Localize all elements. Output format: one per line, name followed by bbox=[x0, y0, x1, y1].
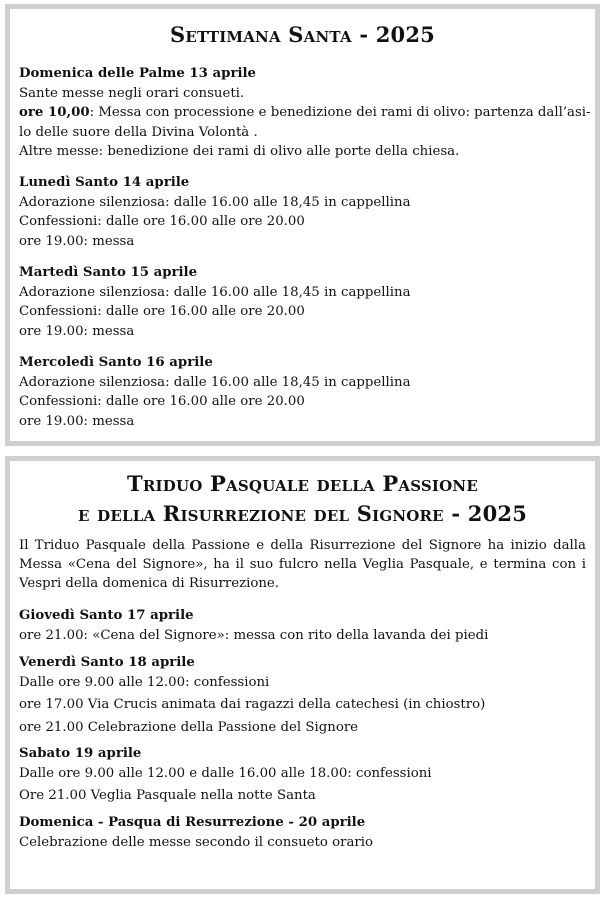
section-easter-sunday bbox=[19, 813, 586, 852]
section-monday bbox=[19, 173, 586, 251]
section-line: Adorazione silenziosa: dalle 16.00 alle 18,45 in cappellina bbox=[19, 194, 411, 210]
section-line-bold: ore 10,00 bbox=[19, 105, 90, 120]
section-line: lo delle suore della Divina Volontà . bbox=[19, 124, 258, 140]
section-heading: Domenica delle Palme 13 aprile bbox=[19, 66, 257, 81]
triduum-intro bbox=[19, 536, 586, 593]
section-line: ore 19.00: messa bbox=[19, 233, 135, 249]
triduum-title-line1: Triduo Pasquale della Passione bbox=[127, 471, 478, 496]
section-friday bbox=[19, 653, 586, 737]
section-line: ore 21.00 Celebrazione della Passione del Signore bbox=[19, 719, 359, 735]
section-line: ore 17.00 Via Crucis animata dai ragazzi della catechesi (in chiostro) bbox=[19, 697, 486, 712]
section-wednesday bbox=[19, 353, 586, 431]
section-line: Ore 21.00 Veglia Pasquale nella notte Santa bbox=[19, 788, 316, 803]
easter-triduum-box bbox=[5, 456, 600, 894]
section-line: Confessioni: dalle ore 16.00 alle ore 20.00 bbox=[19, 394, 305, 409]
section-line: Sante messe negli orari consueti. bbox=[19, 85, 245, 101]
section-line: Celebrazione delle messe secondo il consueto orario bbox=[19, 834, 374, 850]
section-heading: Martedì Santo 15 aprile bbox=[19, 265, 198, 280]
section-heading: Domenica - Pasqua di Resurrezione - 20 aprile bbox=[19, 815, 366, 830]
section-tuesday bbox=[19, 263, 586, 341]
section-heading: Mercoledì Santo 16 aprile bbox=[19, 355, 213, 370]
section-heading: Venerdì Santo 18 aprile bbox=[19, 655, 195, 670]
section-line bbox=[19, 103, 591, 123]
section-line: ore 21.00: «Cena del Signore»: messa con rito della lavanda dei piedi bbox=[19, 627, 489, 643]
section-line: Altre messe: benedizione dei rami di olivo alle porte della chiesa. bbox=[19, 144, 460, 159]
holy-week-box bbox=[5, 4, 600, 446]
section-line: Confessioni: dalle ore 16.00 alle ore 20.00 bbox=[19, 214, 305, 229]
holy-week-title: Settimana Santa - 2025 bbox=[170, 22, 435, 47]
section-line: Confessioni: dalle ore 16.00 alle ore 20.00 bbox=[19, 304, 305, 319]
section-line: ore 19.00: messa bbox=[19, 323, 135, 339]
section-saturday bbox=[19, 744, 586, 806]
section-palm-sunday bbox=[19, 64, 591, 162]
section-line-rest: : Messa con processione e benedizione dei rami di olivo: partenza dall’asi- bbox=[89, 105, 591, 120]
section-line: Dalle ore 9.00 alle 12.00: confessioni bbox=[19, 674, 270, 690]
section-line: ore 19.00: messa bbox=[19, 413, 135, 429]
intro-paragraph: Il Triduo Pasquale della Passione e della Risurrezione del Signore ha inizio dalla Messa «Cena del Signore», ha il suo fulcro nella Veglia Pasquale, e termina con i Vespri della domenica di Risurrezione. bbox=[19, 538, 586, 591]
section-heading: Lunedì Santo 14 aprile bbox=[19, 175, 190, 190]
section-heading: Sabato 19 aprile bbox=[19, 746, 142, 761]
section-line: Adorazione silenziosa: dalle 16.00 alle 18,45 in cappellina bbox=[19, 284, 411, 300]
section-thursday bbox=[19, 606, 586, 645]
section-line: Adorazione silenziosa: dalle 16.00 alle 18,45 in cappellina bbox=[19, 374, 411, 390]
triduum-title-line2: e della Risurrezione del Signore - 2025 bbox=[77, 501, 527, 526]
section-heading: Giovedì Santo 17 aprile bbox=[19, 608, 194, 623]
section-line: Dalle ore 9.00 alle 12.00 e dalle 16.00 alle 18.00: confessioni bbox=[19, 765, 432, 781]
